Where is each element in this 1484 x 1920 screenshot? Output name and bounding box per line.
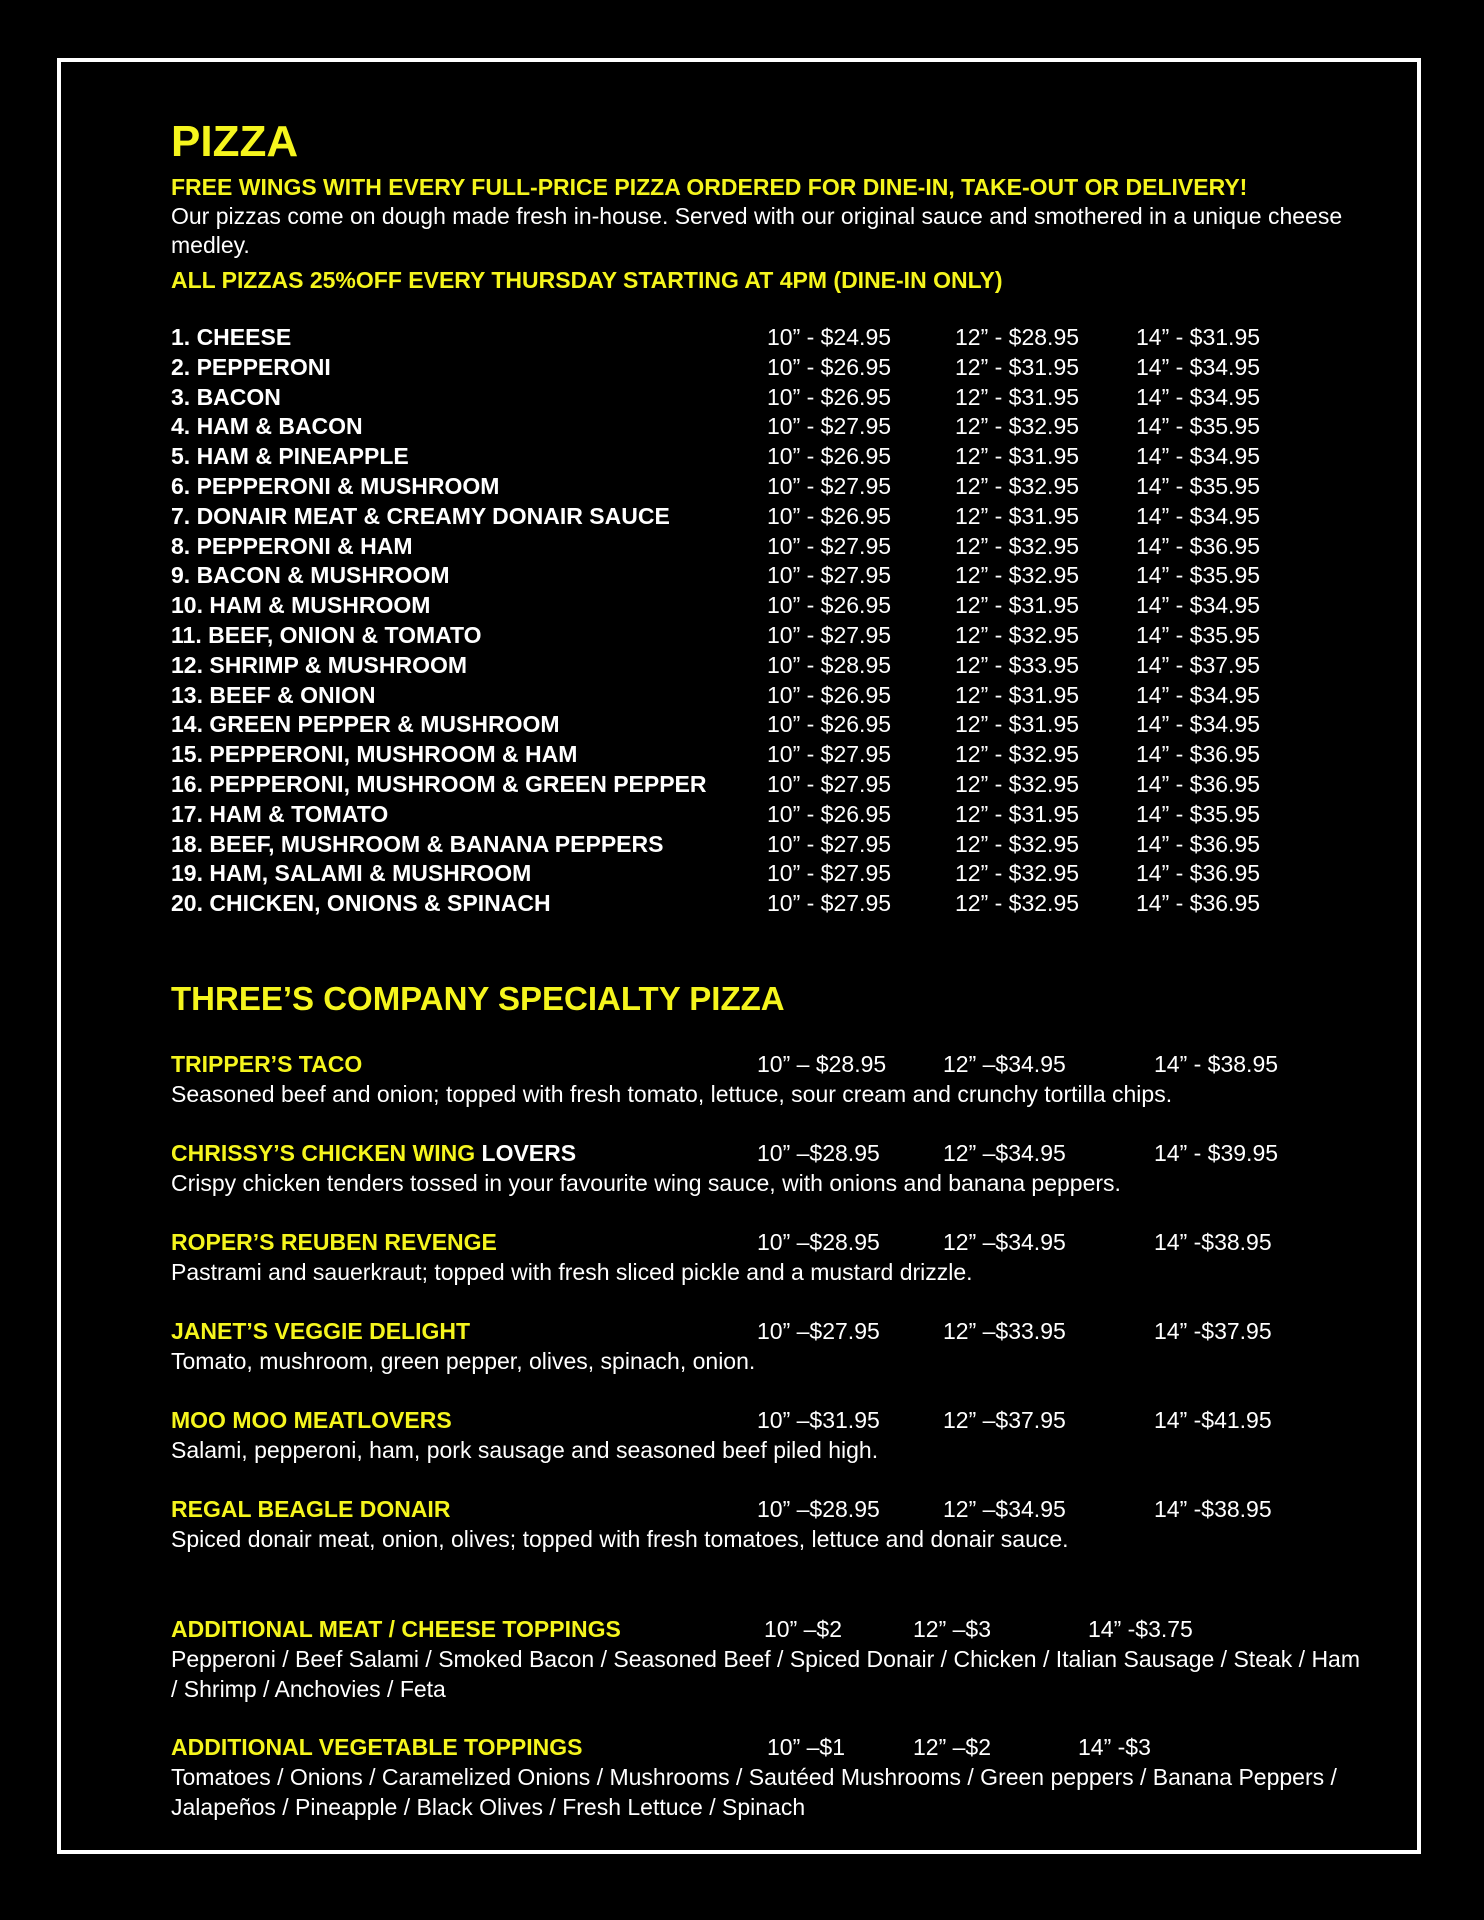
menu-content	[171, 118, 1371, 1822]
price-12: 12” - $31.95	[955, 711, 1080, 738]
price-12: 12” - $31.95	[955, 383, 1080, 410]
price-12: 12” - $32.95	[955, 621, 1080, 648]
pizza-row	[171, 770, 1371, 800]
price-12: 12” - $32.95	[955, 562, 1080, 589]
price-10: 10” - $26.95	[767, 592, 892, 619]
price-14: 14” - $38.95	[1154, 1050, 1279, 1077]
free-wings-promo: FREE WINGS WITH EVERY FULL-PRICE PIZZA ORDERED FOR DINE-IN, TAKE-OUT OR DELIVERY!	[171, 174, 1248, 200]
specialty-item	[171, 1316, 1371, 1376]
pizza-name: 4. HAM & BACON	[171, 413, 363, 440]
price-14: 14” -$38.95	[1154, 1495, 1272, 1522]
pizza-row	[171, 889, 1371, 919]
price-12: 12” –$34.95	[943, 1050, 1066, 1077]
price-14: 14” - $37.95	[1136, 651, 1261, 678]
specialty-name-text: REGAL BEAGLE DONAIR	[171, 1495, 451, 1522]
price-10: 10” - $27.95	[767, 741, 892, 768]
price-12: 12” –$34.95	[943, 1228, 1066, 1255]
price-10: 10” –$28.95	[757, 1495, 880, 1522]
thursday-promo: ALL PIZZAS 25%OFF EVERY THURSDAY STARTING AT 4PM (DINE-IN ONLY)	[171, 267, 1003, 293]
pizza-name: 8. PEPPERONI & HAM	[171, 532, 413, 559]
specialty-item	[171, 1405, 1371, 1465]
specialty-description: Crispy chicken tenders tossed in your favourite wing sauce, with onions and banana peppers.	[171, 1169, 1121, 1196]
specialty-item	[171, 1138, 1371, 1198]
price-12: 12” - $31.95	[955, 800, 1080, 827]
price-12: 12” –$34.95	[943, 1139, 1066, 1166]
price-10: 10” - $27.95	[767, 472, 892, 499]
price-10: 10” - $27.95	[767, 830, 892, 857]
pizza-row	[171, 323, 1371, 353]
pizza-name: 17. HAM & TOMATO	[171, 800, 389, 827]
price-12: 12” –$33.95	[943, 1317, 1066, 1344]
price-14: 14” - $35.95	[1136, 562, 1261, 589]
price-10: 10” - $26.95	[767, 681, 892, 708]
price-12: 12” - $33.95	[955, 651, 1080, 678]
price-10: 10” - $26.95	[767, 353, 892, 380]
pizza-name: 13. BEEF & ONION	[171, 681, 376, 708]
pizza-row	[171, 561, 1371, 591]
pizza-row	[171, 830, 1371, 860]
price-14: 14” -$37.95	[1154, 1317, 1272, 1344]
specialty-item	[171, 1049, 1371, 1109]
price-12: 12” –$3	[913, 1615, 992, 1642]
specialty-name-text: TRIPPER’S TACO	[171, 1050, 363, 1077]
price-14: 14” - $36.95	[1136, 830, 1261, 857]
price-14: 14” - $35.95	[1136, 621, 1261, 648]
pizza-row	[171, 651, 1371, 681]
pizza-row	[171, 532, 1371, 562]
specialty-name	[171, 1405, 452, 1435]
price-10: 10” –$28.95	[757, 1139, 880, 1166]
specialty-name-suffix: LOVERS	[481, 1139, 577, 1166]
pizza-row	[171, 591, 1371, 621]
price-12: 12” –$34.95	[943, 1495, 1066, 1522]
price-14: 14” - $34.95	[1136, 502, 1261, 529]
pizza-name: 15. PEPPERONI, MUSHROOM & HAM	[171, 741, 578, 768]
price-14: 14” - $39.95	[1154, 1139, 1279, 1166]
price-14: 14” - $36.95	[1136, 741, 1261, 768]
price-14: 14” - $36.95	[1136, 890, 1261, 917]
pizza-row	[171, 740, 1371, 770]
pizza-row	[171, 412, 1371, 442]
pizza-name: 7. DONAIR MEAT & CREAMY DONAIR SAUCE	[171, 502, 670, 529]
pizza-row	[171, 383, 1371, 413]
pizza-name: 10. HAM & MUSHROOM	[171, 592, 431, 619]
specialty-name-text: CHRISSY’S CHICKEN WING	[171, 1139, 482, 1166]
specialty-description: Pastrami and sauerkraut; topped with fresh sliced pickle and a mustard drizzle.	[171, 1258, 973, 1285]
price-14: 14” - $34.95	[1136, 592, 1261, 619]
pizza-name: 5. HAM & PINEAPPLE	[171, 443, 409, 470]
price-14: 14” -$3	[1078, 1733, 1151, 1760]
pizza-name: 6. PEPPERONI & MUSHROOM	[171, 472, 500, 499]
specialty-name-text: JANET’S VEGGIE DELIGHT	[171, 1317, 471, 1344]
price-12: 12” - $32.95	[955, 532, 1080, 559]
price-10: 10” - $26.95	[767, 711, 892, 738]
vegetable-toppings-title: ADDITIONAL VEGETABLE TOPPINGS	[171, 1733, 583, 1760]
specialty-title: THREE’S COMPANY SPECIALTY PIZZA	[171, 979, 785, 1017]
price-10: 10” –$27.95	[757, 1317, 880, 1344]
price-14: 14” - $36.95	[1136, 532, 1261, 559]
price-10: 10” - $27.95	[767, 770, 892, 797]
pizza-row	[171, 472, 1371, 502]
pizza-name: 20. CHICKEN, ONIONS & SPINACH	[171, 890, 551, 917]
price-12: 12” - $32.95	[955, 830, 1080, 857]
price-12: 12” - $31.95	[955, 502, 1080, 529]
price-14: 14” - $34.95	[1136, 353, 1261, 380]
price-14: 14” - $36.95	[1136, 860, 1261, 887]
pizza-row	[171, 710, 1371, 740]
price-10: 10” - $27.95	[767, 413, 892, 440]
price-14: 14” -$38.95	[1154, 1228, 1272, 1255]
price-12: 12” - $28.95	[955, 324, 1080, 350]
price-10: 10” - $27.95	[767, 890, 892, 917]
pizza-name: 12. SHRIMP & MUSHROOM	[171, 651, 468, 678]
pizza-list	[171, 323, 1371, 919]
specialty-name	[171, 1316, 470, 1346]
price-12: 12” - $31.95	[955, 353, 1080, 380]
price-10: 10” - $27.95	[767, 532, 892, 559]
price-14: 14” - $34.95	[1136, 681, 1261, 708]
meat-toppings	[171, 1614, 1371, 1704]
price-12: 12” - $32.95	[955, 413, 1080, 440]
pizza-name: 1. CHEESE	[171, 324, 292, 350]
specialty-list	[171, 1049, 1371, 1554]
pizza-row	[171, 621, 1371, 651]
price-12: 12” - $32.95	[955, 472, 1080, 499]
specialty-item	[171, 1494, 1371, 1554]
toppings-section	[171, 1614, 1371, 1822]
price-14: 14” - $35.95	[1136, 800, 1261, 827]
pizza-row	[171, 442, 1371, 472]
price-10: 10” - $26.95	[767, 502, 892, 529]
price-10: 10” - $26.95	[767, 800, 892, 827]
price-14: 14” - $36.95	[1136, 770, 1261, 797]
pizza-name: 11. BEEF, ONION & TOMATO	[171, 621, 482, 648]
specialty-name	[171, 1138, 576, 1168]
vegetable-toppings-list: Tomatoes / Onions / Caramelized Onions / Mushrooms / Sautéed Mushrooms / Green peppers / Banana Peppers / Jalapeños / Pineapple / Black Olives / Fresh Lettuce / Spinach	[171, 1763, 1337, 1820]
price-10: 10” –$1	[767, 1733, 846, 1760]
price-10: 10” –$31.95	[757, 1406, 880, 1433]
price-12: 12” - $31.95	[955, 681, 1080, 708]
specialty-description: Salami, pepperoni, ham, pork sausage and seasoned beef piled high.	[171, 1436, 879, 1463]
meat-toppings-list: Pepperoni / Beef Salami / Smoked Bacon / Seasoned Beef / Spiced Donair / Chicken / Italian Sausage / Steak / Ham / Shrimp / Anchovies / Feta	[171, 1645, 1361, 1702]
price-14: 14” - $34.95	[1136, 711, 1261, 738]
price-12: 12” - $32.95	[955, 741, 1080, 768]
price-10: 10” - $26.95	[767, 383, 892, 410]
vegetable-toppings	[171, 1732, 1371, 1822]
price-12: 12” - $32.95	[955, 890, 1080, 917]
specialty-name-text: ROPER’S REUBEN REVENGE	[171, 1228, 497, 1255]
price-12: 12” - $32.95	[955, 770, 1080, 797]
pizza-row	[171, 859, 1371, 889]
price-12: 12” –$37.95	[943, 1406, 1066, 1433]
price-14: 14” - $35.95	[1136, 413, 1261, 440]
pizza-intro: Our pizzas come on dough made fresh in-house. Served with our original sauce and smothered in a unique cheese medley.	[171, 203, 1343, 258]
price-10: 10” – $28.95	[757, 1050, 887, 1077]
specialty-description: Seasoned beef and onion; topped with fresh tomato, lettuce, sour cream and crunchy tortilla chips.	[171, 1080, 1173, 1107]
price-12: 12” –$2	[913, 1733, 992, 1760]
meat-toppings-title: ADDITIONAL MEAT / CHEESE TOPPINGS	[171, 1615, 621, 1642]
pizza-name: 2. PEPPERONI	[171, 353, 331, 380]
pizza-row	[171, 502, 1371, 532]
pizza-row	[171, 681, 1371, 711]
price-12: 12” - $31.95	[955, 592, 1080, 619]
specialty-description: Tomato, mushroom, green pepper, olives, spinach, onion.	[171, 1347, 756, 1374]
specialty-name	[171, 1227, 497, 1257]
price-10: 10” - $27.95	[767, 860, 892, 887]
specialty-item	[171, 1227, 1371, 1287]
price-12: 12” - $31.95	[955, 443, 1080, 470]
pizza-name: 19. HAM, SALAMI & MUSHROOM	[171, 860, 532, 887]
page-title: PIZZA	[171, 117, 299, 166]
pizza-name: 18. BEEF, MUSHROOM & BANANA PEPPERS	[171, 830, 664, 857]
price-12: 12” - $32.95	[955, 860, 1080, 887]
price-10: 10” - $27.95	[767, 621, 892, 648]
price-10: 10” - $28.95	[767, 651, 892, 678]
pizza-row	[171, 800, 1371, 830]
specialty-name	[171, 1049, 362, 1079]
price-10: 10” –$2	[764, 1615, 843, 1642]
price-14: 14” -$3.75	[1088, 1615, 1193, 1642]
pizza-name: 9. BACON & MUSHROOM	[171, 562, 450, 589]
specialty-name	[171, 1494, 450, 1524]
pizza-name: 14. GREEN PEPPER & MUSHROOM	[171, 711, 560, 738]
pizza-name: 16. PEPPERONI, MUSHROOM & GREEN PEPPER	[171, 770, 707, 797]
specialty-description: Spiced donair meat, onion, olives; topped with fresh tomatoes, lettuce and donair sauce.	[171, 1525, 1069, 1552]
price-10: 10” - $26.95	[767, 443, 892, 470]
price-14: 14” - $35.95	[1136, 472, 1261, 499]
price-14: 14” - $34.95	[1136, 443, 1261, 470]
price-10: 10” - $24.95	[767, 324, 892, 350]
pizza-row	[171, 353, 1371, 383]
price-14: 14” - $31.95	[1136, 324, 1261, 350]
price-14: 14” -$41.95	[1154, 1406, 1272, 1433]
price-10: 10” –$28.95	[757, 1228, 880, 1255]
pizza-name: 3. BACON	[171, 383, 281, 410]
specialty-name-text: MOO MOO MEATLOVERS	[171, 1406, 452, 1433]
price-10: 10” - $27.95	[767, 562, 892, 589]
price-14: 14” - $34.95	[1136, 383, 1261, 410]
